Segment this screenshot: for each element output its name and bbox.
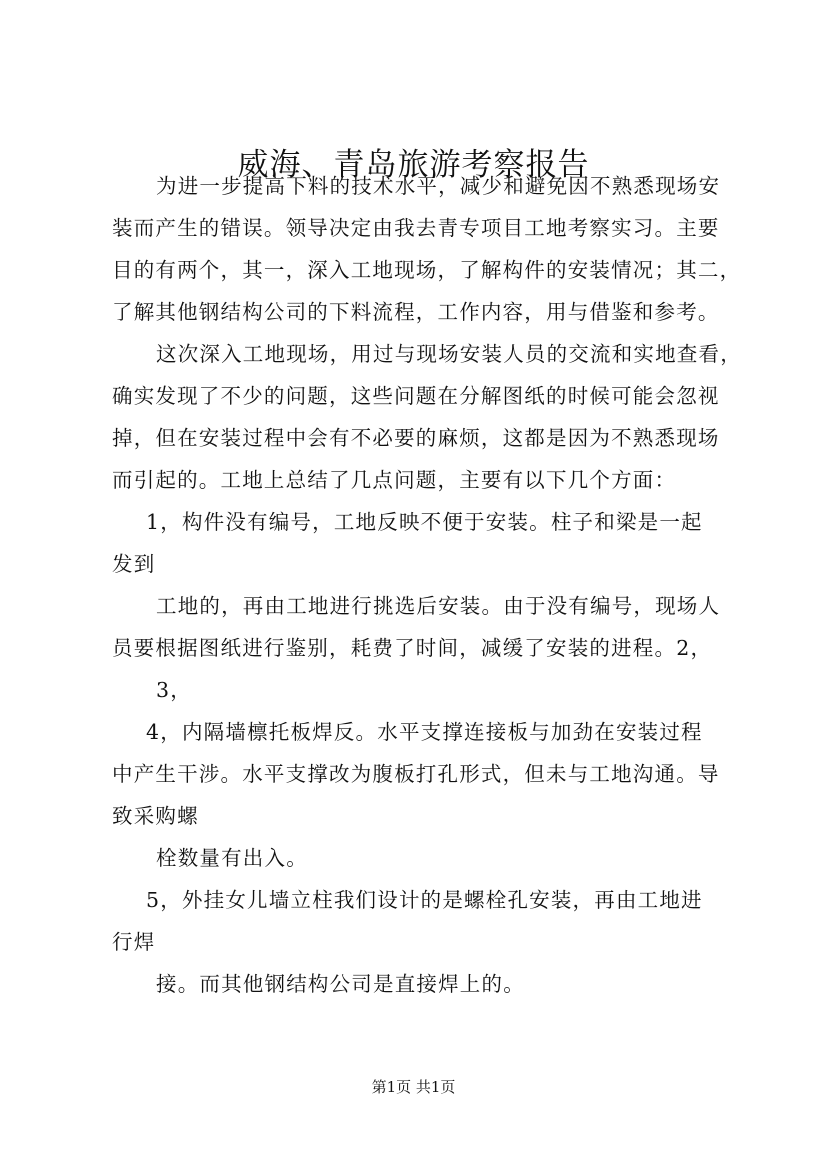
text-line: 装而产生的错误。领导决定由我去青专项目工地考察实习。主要 [112, 216, 720, 240]
text-line: 1，构件没有编号，工地反映不便于安装。柱子和梁是一起 [146, 510, 703, 534]
text-line: 致采购螺 [112, 804, 199, 828]
text-line: 中产生干涉。水平支撑改为腹板打孔形式，但未与工地沟通。导 [112, 762, 720, 786]
text-line: 行焊 [112, 930, 156, 954]
text-line: 4，内隔墙檩托板焊反。水平支撑连接板与加劲在安装过程 [146, 720, 703, 744]
page-number: 第1页 共1页 [371, 1078, 456, 1096]
text-line: 这次深入工地现场，用过与现场安装人员的交流和实地查看， [156, 342, 742, 366]
text-line: 员要根据图纸进行鉴别，耗费了时间，减缓了安装的进程。2， [112, 636, 713, 660]
text-line: 3， [156, 678, 192, 702]
text-line: 工地的，再由工地进行挑选后安装。由于没有编号，现场人 [156, 594, 721, 618]
text-line: 而引起的。工地上总结了几点问题，主要有以下几个方面： [112, 468, 677, 492]
text-line: 5，外挂女儿墙立柱我们设计的是螺栓孔安装，再由工地进 [146, 888, 703, 912]
text-line: 掉，但在安装过程中会有不必要的麻烦，这都是因为不熟悉现场 [112, 426, 720, 450]
text-line: 发到 [112, 552, 156, 576]
text-line: 目的有两个，其一，深入工地现场，了解构件的安装情况；其二， [112, 258, 742, 282]
document-title: 威海、青岛旅游考察报告 [237, 147, 590, 183]
text-line: 为进一步提高下料的技术水平，减少和避免因不熟悉现场安 [156, 174, 721, 198]
text-line: 栓数量有出入。 [156, 846, 308, 870]
text-line: 接。而其他钢结构公司是直接焊上的。 [156, 972, 525, 996]
text-line: 了解其他钢结构公司的下料流程，工作内容，用与借鉴和参考。 [112, 300, 720, 324]
text-line: 确实发现了不少的问题，这些问题在分解图纸的时候可能会忽视 [112, 384, 720, 408]
